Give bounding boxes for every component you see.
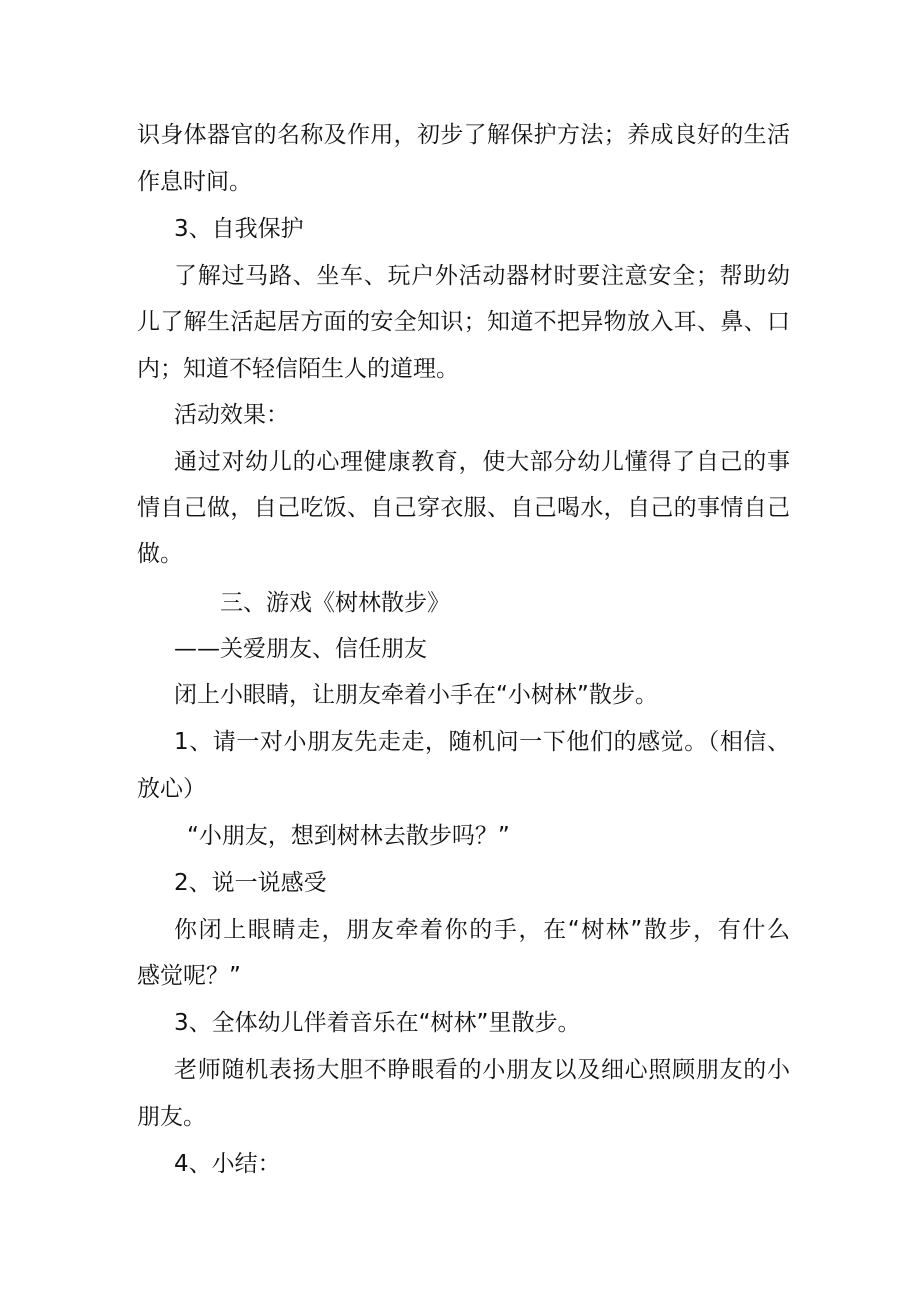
subtitle: ——关爱朋友、信任朋友: [174, 636, 427, 662]
paragraph-line: 感觉呢？”: [137, 963, 241, 989]
section-heading: 活动效果：: [174, 402, 289, 428]
paragraph-line: 1、请一对小朋友先走走，随机问一下他们的感觉。（相信、: [174, 729, 790, 755]
paragraph-line: 作息时间。: [137, 169, 252, 195]
section-heading: 2、说一说感受: [174, 870, 327, 896]
section-heading: 三、游戏《树林散步》: [220, 590, 450, 616]
paragraph-line: 朋友。: [137, 1104, 206, 1130]
quote-line: “小朋友，想到树林去散步吗？”: [187, 823, 510, 849]
paragraph-line: 儿了解生活起居方面的安全知识；知道不把异物放入耳、鼻、口: [137, 309, 790, 335]
paragraph-line: 通过对幼儿的心理健康教育，使大部分幼儿懂得了自己的事: [174, 449, 790, 475]
paragraph-line: 你闭上眼睛走，朋友牵着你的手，在“树林”散步，有什么: [174, 917, 790, 943]
section-heading: 4、小结：: [174, 1151, 281, 1177]
paragraph-line: 放心）: [137, 776, 206, 802]
paragraph-line: 识身体器官的名称及作用，初步了解保护方法；养成良好的生活: [137, 122, 790, 148]
section-heading: 3、自我保护: [174, 216, 304, 242]
paragraph-line: 老师随机表扬大胆不睁眼看的小朋友以及细心照顾朋友的小: [174, 1057, 790, 1083]
paragraph-line: 了解过马路、坐车、玩户外活动器材时要注意安全；帮助幼: [174, 263, 790, 289]
paragraph-line: 做。: [137, 541, 183, 567]
paragraph-line: 情自己做，自己吃饭、自己穿衣服、自己喝水，自己的事情自己: [137, 495, 790, 521]
section-heading: 3、全体幼儿伴着音乐在“树林”里散步。: [174, 1010, 581, 1036]
paragraph-line: 闭上小眼睛，让朋友牵着小手在“小树林”散步。: [174, 682, 658, 708]
paragraph-line: 内；知道不轻信陌生人的道理。: [137, 356, 459, 382]
